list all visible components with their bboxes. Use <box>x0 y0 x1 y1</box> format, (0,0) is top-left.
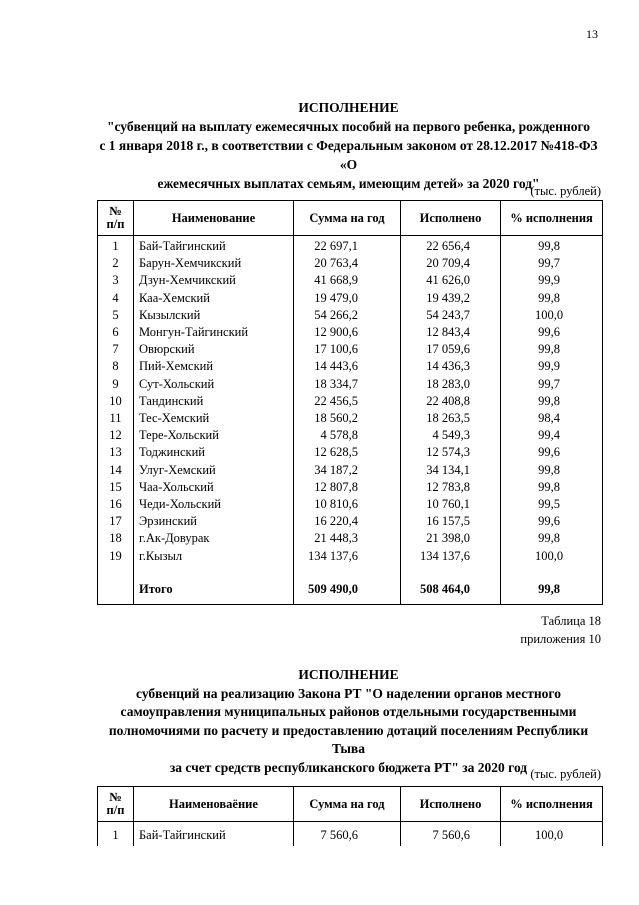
section1-subtitle-line: ежемесячных выплатах семьям, имеющим детей» за 2020 год" <box>157 176 540 191</box>
row-sum: 22 456,5 <box>294 393 401 410</box>
row-name: Барун-Хемчикский <box>134 255 294 272</box>
row-sum: 34 187,2 <box>294 462 401 479</box>
row-done: 12 574,3 <box>401 444 501 461</box>
row-number: 14 <box>98 462 134 479</box>
section1-heading <box>96 98 601 193</box>
row-percent: 99,9 <box>501 358 603 375</box>
section2-table-body <box>98 822 603 847</box>
total-percent: 99,8 <box>501 574 603 605</box>
table-row <box>98 462 603 479</box>
total-label: Итого <box>134 574 294 605</box>
row-number: 19 <box>98 548 134 565</box>
row-percent: 99,5 <box>501 496 603 513</box>
row-number: 1 <box>98 236 134 256</box>
row-name: г.Ак-Довурак <box>134 530 294 547</box>
row-number: 12 <box>98 427 134 444</box>
row-name: Каа-Хемский <box>134 290 294 307</box>
row-number: 3 <box>98 272 134 289</box>
row-done: 16 157,5 <box>401 513 501 530</box>
spacer-cell <box>501 565 603 574</box>
row-number: 1 <box>98 822 134 847</box>
header-number: № п/п <box>98 201 134 236</box>
row-sum: 17 100,6 <box>294 341 401 358</box>
row-sum: 16 220,4 <box>294 513 401 530</box>
row-percent: 99,8 <box>501 341 603 358</box>
row-sum: 54 266,2 <box>294 307 401 324</box>
row-sum: 4 578,8 <box>294 427 401 444</box>
row-percent: 99,6 <box>501 513 603 530</box>
table-header-row <box>98 787 603 822</box>
section1-table <box>97 200 603 605</box>
row-number: 18 <box>98 530 134 547</box>
row-percent: 99,8 <box>501 462 603 479</box>
header-percent: % исполнения <box>501 201 603 236</box>
row-done: 19 439,2 <box>401 290 501 307</box>
row-done: 34 134,1 <box>401 462 501 479</box>
table-row <box>98 822 603 847</box>
section2-table <box>97 786 603 846</box>
row-done: 10 760,1 <box>401 496 501 513</box>
header-number: № п/п <box>98 787 134 822</box>
row-name: Монгун-Тайгинский <box>134 324 294 341</box>
section1-subtitle-line: с 1 января 2018 г., в соответствии с Федеральным законом от 28.12.2017 №418-ФЗ «О <box>99 138 598 172</box>
table-row <box>98 530 603 547</box>
row-sum: 18 334,7 <box>294 376 401 393</box>
section2-title: ИСПОЛНЕНИЕ <box>298 667 399 682</box>
row-number: 13 <box>98 444 134 461</box>
row-percent: 99,8 <box>501 393 603 410</box>
row-sum: 19 479,0 <box>294 290 401 307</box>
table-row <box>98 444 603 461</box>
row-done: 17 059,6 <box>401 341 501 358</box>
section1-units: (тыс. рублей) <box>530 184 601 198</box>
header-sum: Сумма на год <box>294 201 401 236</box>
row-done: 21 398,0 <box>401 530 501 547</box>
row-number: 2 <box>98 255 134 272</box>
section2-heading <box>96 666 601 777</box>
section1-subtitle-line: "субвенций на выплату ежемесячных пособий на первого ребенка, рожденного <box>106 119 591 134</box>
row-percent: 99,7 <box>501 255 603 272</box>
spacer-cell <box>134 565 294 574</box>
section2-subtitle-line: полномочиями по расчету и предоставлению дотаций поселениям Республики Тыва <box>108 722 589 756</box>
row-percent: 100,0 <box>501 307 603 324</box>
header-name: Наименование <box>134 201 294 236</box>
row-sum: 12 628,5 <box>294 444 401 461</box>
spacer-cell <box>98 565 134 574</box>
page-number: 13 <box>586 27 598 41</box>
table-row <box>98 290 603 307</box>
row-sum: 12 807,8 <box>294 479 401 496</box>
row-done: 18 283,0 <box>401 376 501 393</box>
row-done: 20 709,4 <box>401 255 501 272</box>
row-name: Тоджинский <box>134 444 294 461</box>
row-sum: 12 900,6 <box>294 324 401 341</box>
total-done: 508 464,0 <box>401 574 501 605</box>
section2-subtitle-line: самоуправления муниципальных районов отдельными государственными <box>120 704 577 719</box>
row-done: 22 408,8 <box>401 393 501 410</box>
spacer-cell <box>294 565 401 574</box>
row-done: 22 656,4 <box>401 236 501 256</box>
table-row <box>98 341 603 358</box>
row-name: Эрзинский <box>134 513 294 530</box>
table-row <box>98 410 603 427</box>
row-done: 54 243,7 <box>401 307 501 324</box>
row-percent: 100,0 <box>501 548 603 565</box>
row-number: 6 <box>98 324 134 341</box>
table-row <box>98 376 603 393</box>
table-row <box>98 358 603 375</box>
table-row <box>98 479 603 496</box>
row-name: Сут-Хольский <box>134 376 294 393</box>
header-name: Наименоваёние <box>134 787 294 822</box>
row-name: Тес-Хемский <box>134 410 294 427</box>
section2-subtitle-line: субвенций на реализацию Закона РТ "О наделении органов местного <box>136 685 561 701</box>
row-number: 4 <box>98 290 134 307</box>
row-percent: 99,8 <box>501 530 603 547</box>
row-percent: 99,6 <box>501 324 603 341</box>
table-row <box>98 427 603 444</box>
table-row <box>98 236 603 256</box>
section2-subtitle-line: за счет средств республиканского бюджета РТ" за 2020 год <box>169 759 528 775</box>
row-number: 17 <box>98 513 134 530</box>
section1-table-body <box>98 236 603 605</box>
table-caption <box>520 612 601 648</box>
row-sum: 7 560,6 <box>294 822 401 847</box>
row-number: 10 <box>98 393 134 410</box>
row-name: Пий-Хемский <box>134 358 294 375</box>
row-percent: 100,0 <box>501 822 603 847</box>
row-done: 7 560,6 <box>401 822 501 847</box>
header-done: Исполнено <box>401 787 501 822</box>
total-row <box>98 574 603 605</box>
row-percent: 99,8 <box>501 290 603 307</box>
row-sum: 10 810,6 <box>294 496 401 513</box>
row-percent: 99,9 <box>501 272 603 289</box>
table-row <box>98 272 603 289</box>
row-done: 18 263,5 <box>401 410 501 427</box>
row-sum: 20 763,4 <box>294 255 401 272</box>
row-sum: 14 443,6 <box>294 358 401 375</box>
row-number: 5 <box>98 307 134 324</box>
table-row <box>98 324 603 341</box>
row-sum: 21 448,3 <box>294 530 401 547</box>
header-sum: Сумма на год <box>294 787 401 822</box>
row-name: Тандинский <box>134 393 294 410</box>
row-number: 8 <box>98 358 134 375</box>
row-number: 16 <box>98 496 134 513</box>
row-done: 12 783,8 <box>401 479 501 496</box>
table-header-row <box>98 201 603 236</box>
row-done: 4 549,3 <box>401 427 501 444</box>
table-number: Таблица 18 <box>541 614 601 628</box>
row-percent: 99,8 <box>501 479 603 496</box>
row-number: 9 <box>98 376 134 393</box>
row-name: Чеди-Хольский <box>134 496 294 513</box>
row-done: 41 626,0 <box>401 272 501 289</box>
row-number: 11 <box>98 410 134 427</box>
row-done: 134 137,6 <box>401 548 501 565</box>
section2-units: (тыс. рублей) <box>530 767 601 781</box>
row-percent: 99,6 <box>501 444 603 461</box>
row-name: Овюрский <box>134 341 294 358</box>
row-percent: 99,4 <box>501 427 603 444</box>
row-sum: 22 697,1 <box>294 236 401 256</box>
row-done: 12 843,4 <box>401 324 501 341</box>
table-row <box>98 496 603 513</box>
row-name: Тере-Хольский <box>134 427 294 444</box>
row-name: Кызылский <box>134 307 294 324</box>
header-percent: % исполнения <box>501 787 603 822</box>
row-percent: 99,8 <box>501 236 603 256</box>
row-name: Дзун-Хемчикский <box>134 272 294 289</box>
spacer-cell <box>401 565 501 574</box>
table-row <box>98 255 603 272</box>
table-row <box>98 513 603 530</box>
table-row <box>98 393 603 410</box>
row-sum: 134 137,6 <box>294 548 401 565</box>
table-row <box>98 307 603 324</box>
row-percent: 99,7 <box>501 376 603 393</box>
table-row <box>98 548 603 565</box>
row-number: 15 <box>98 479 134 496</box>
row-name: Бай-Тайгинский <box>134 822 294 847</box>
row-sum: 18 560,2 <box>294 410 401 427</box>
appendix-number: приложения 10 <box>520 632 601 646</box>
header-done: Исполнено <box>401 201 501 236</box>
section1-title: ИСПОЛНЕНИЕ <box>298 100 399 115</box>
row-sum: 41 668,9 <box>294 272 401 289</box>
row-name: Чаа-Хольский <box>134 479 294 496</box>
row-name: Бай-Тайгинский <box>134 236 294 256</box>
spacer-row <box>98 565 603 574</box>
row-done: 14 436,3 <box>401 358 501 375</box>
row-number: 7 <box>98 341 134 358</box>
row-percent: 98,4 <box>501 410 603 427</box>
row-name: г.Кызыл <box>134 548 294 565</box>
total-sum: 509 490,0 <box>294 574 401 605</box>
total-number <box>98 574 134 605</box>
row-name: Улуг-Хемский <box>134 462 294 479</box>
